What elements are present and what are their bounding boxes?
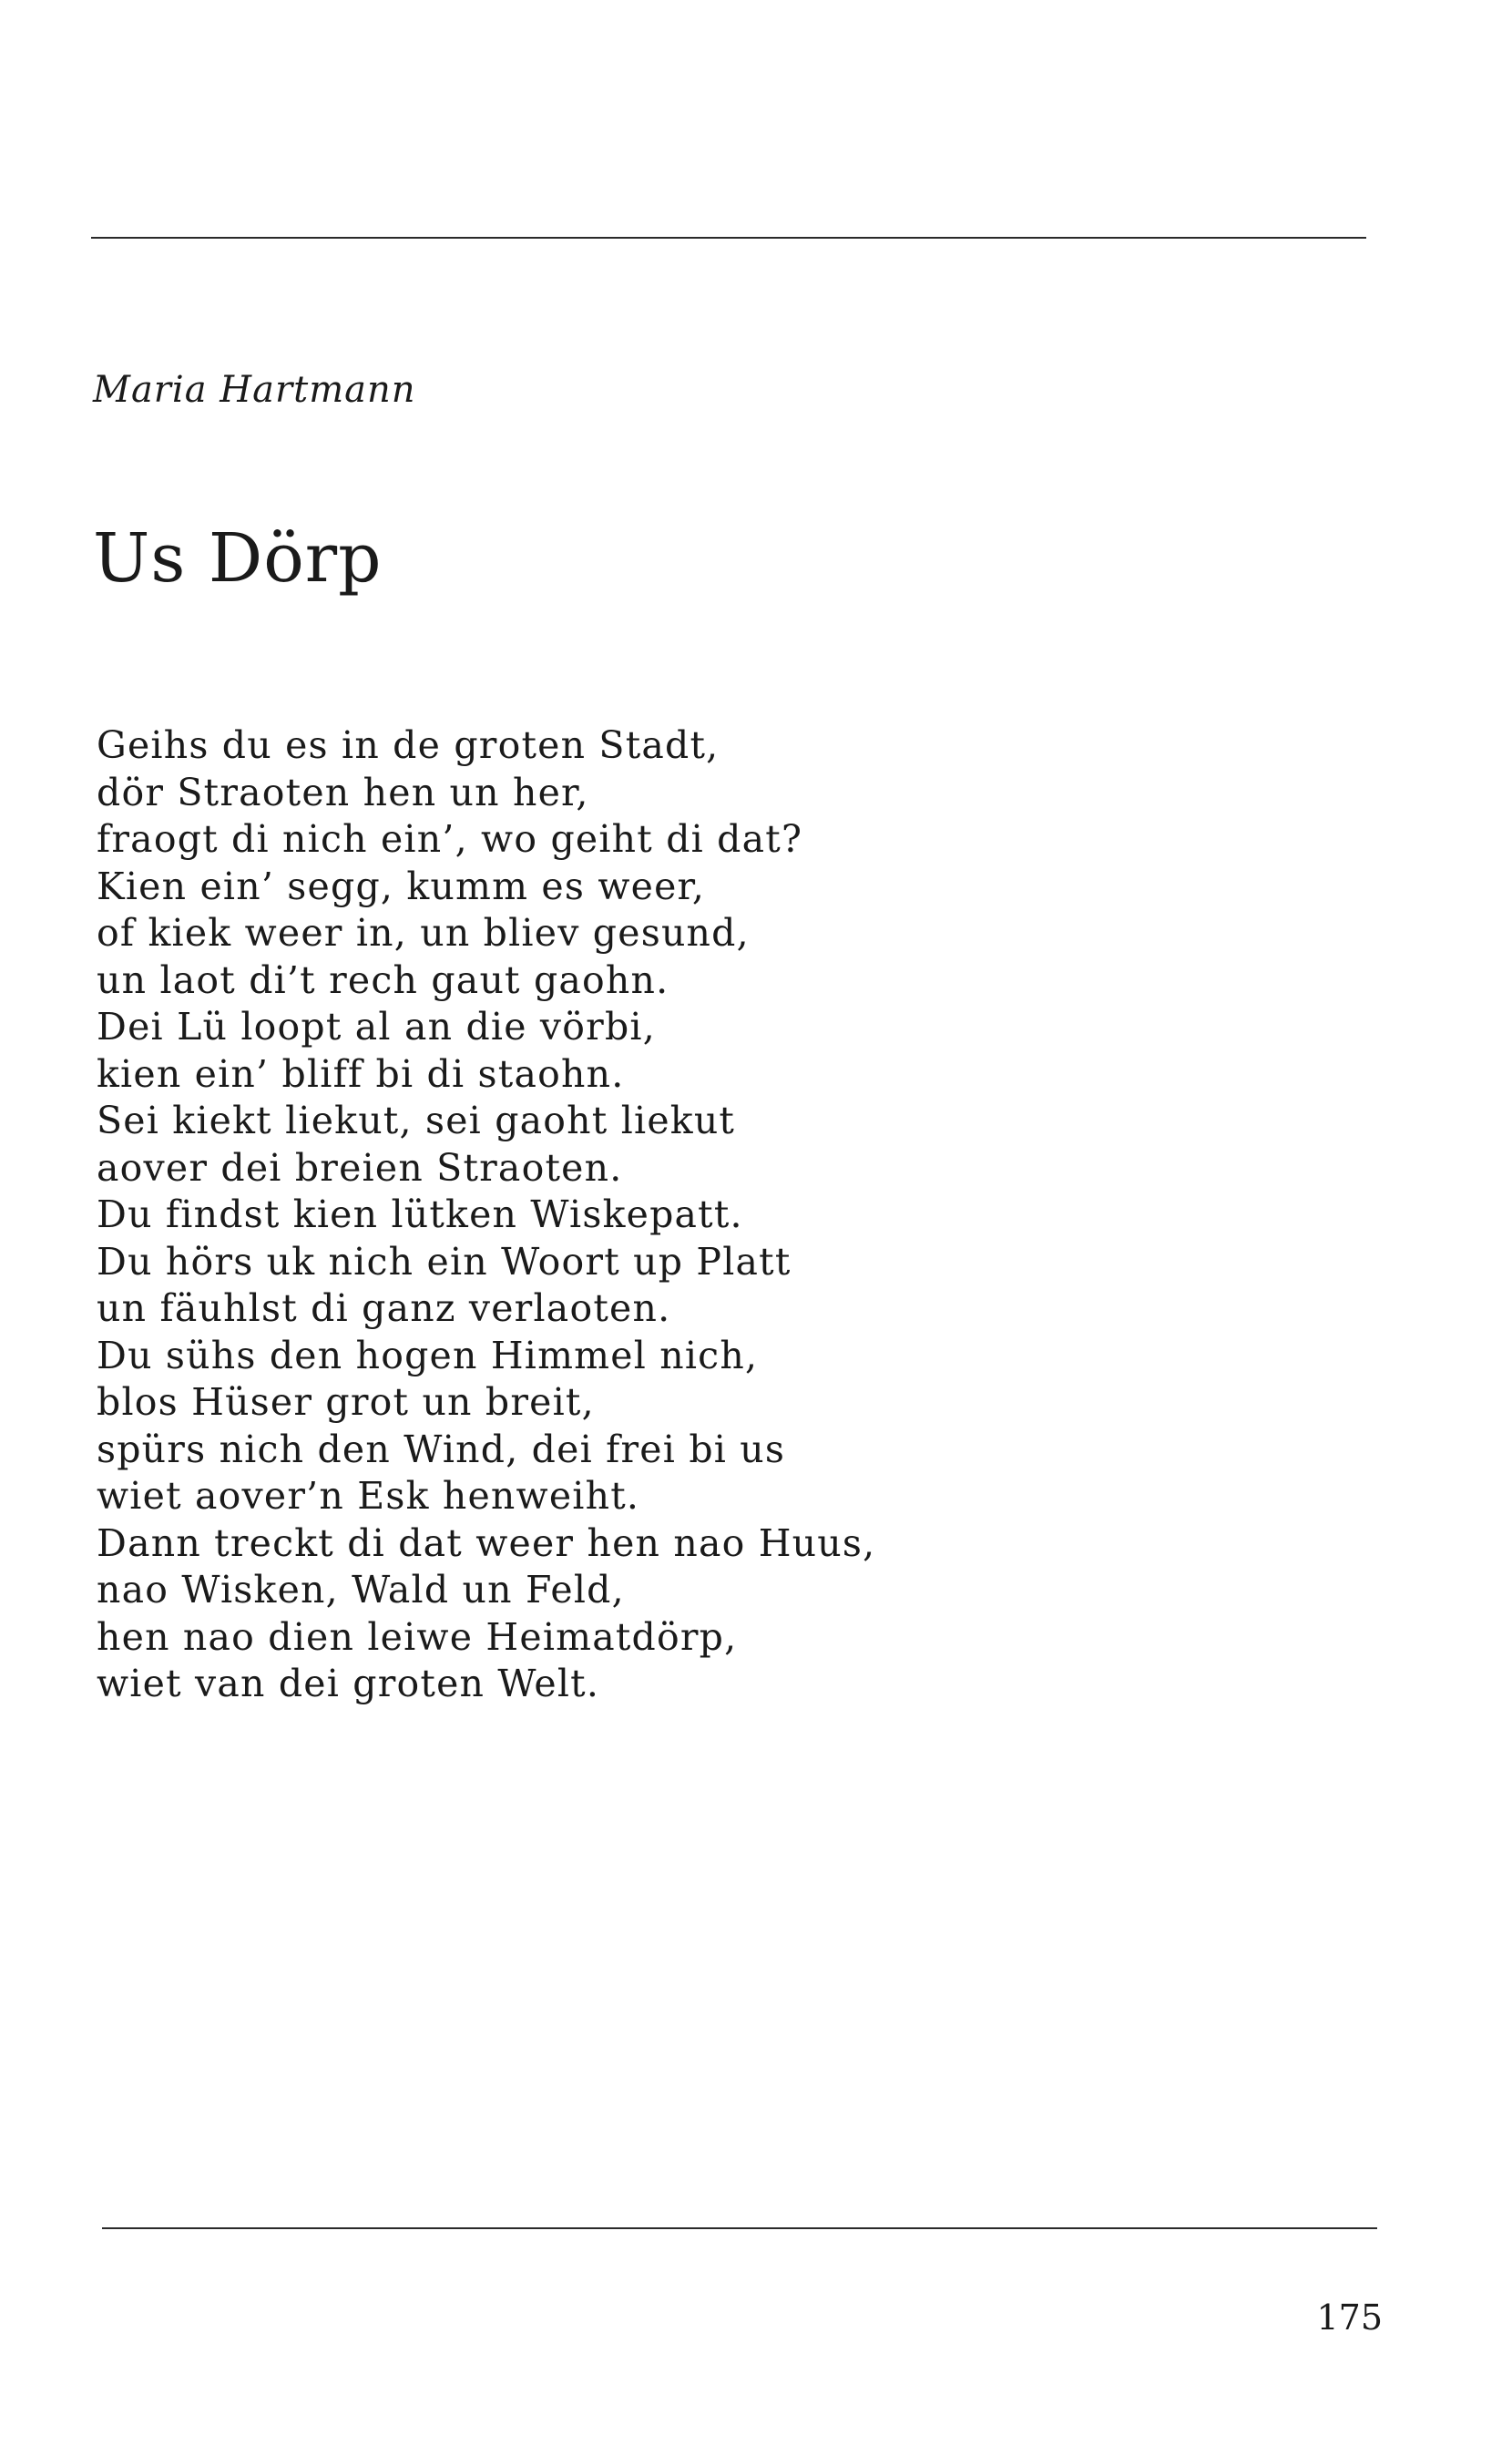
poem-line: fraogt di nich ein’, wo geiht di dat? [97, 817, 803, 861]
poem-line: kien ein’ bliff bi di staohn. [97, 1051, 625, 1096]
poem-line: un laot di’t rech gaut gaohn. [97, 957, 669, 1002]
poem-line: wiet van dei groten Welt. [97, 1662, 600, 1705]
poem-line: hen nao dien leiwe Heimatdörp, [97, 1614, 738, 1659]
poem-line: un fäuhlst di ganz verlaoten. [97, 1286, 671, 1330]
poem-line: Geihs du es in de groten Stadt, [97, 723, 720, 767]
poem-line: blos Hüser grot un breit, [97, 1380, 595, 1424]
poem-line: Sei kiekt liekut, sei gaoht liekut [97, 1099, 736, 1142]
page-number: 175 [1316, 2297, 1383, 2338]
poem-body [97, 722, 875, 1708]
poem-line: Du findst kien lütken Wiskepatt. [97, 1192, 743, 1236]
poem-line: nao Wisken, Wald un Feld, [97, 1568, 625, 1612]
author-name: Maria Hartmann [93, 369, 416, 411]
poem-line: spürs nich den Wind, dei frei bi us [97, 1427, 786, 1471]
poem-line: aover dei breien Straoten. [97, 1145, 623, 1190]
top-rule [91, 237, 1366, 239]
poem-line: dör Straoten hen un her, [97, 770, 589, 814]
bottom-rule [102, 2227, 1377, 2229]
poem-title: Us Dörp [93, 519, 383, 598]
poem-line: Du hörs uk nich ein Woort up Platt [97, 1239, 792, 1284]
poem-line: Du sühs den hogen Himmel nich, [97, 1333, 759, 1377]
poem-line: Kien ein’ segg, kumm es weer, [97, 864, 706, 908]
poem-line: Dann treckt di dat weer hen nao Huus, [97, 1520, 876, 1565]
poem-line: Dei Lü loopt al an die vörbi, [97, 1005, 656, 1049]
poem-line: of kiek weer in, un bliev gesund, [97, 911, 750, 955]
poem-line: wiet aover’n Esk henweiht. [97, 1474, 640, 1518]
